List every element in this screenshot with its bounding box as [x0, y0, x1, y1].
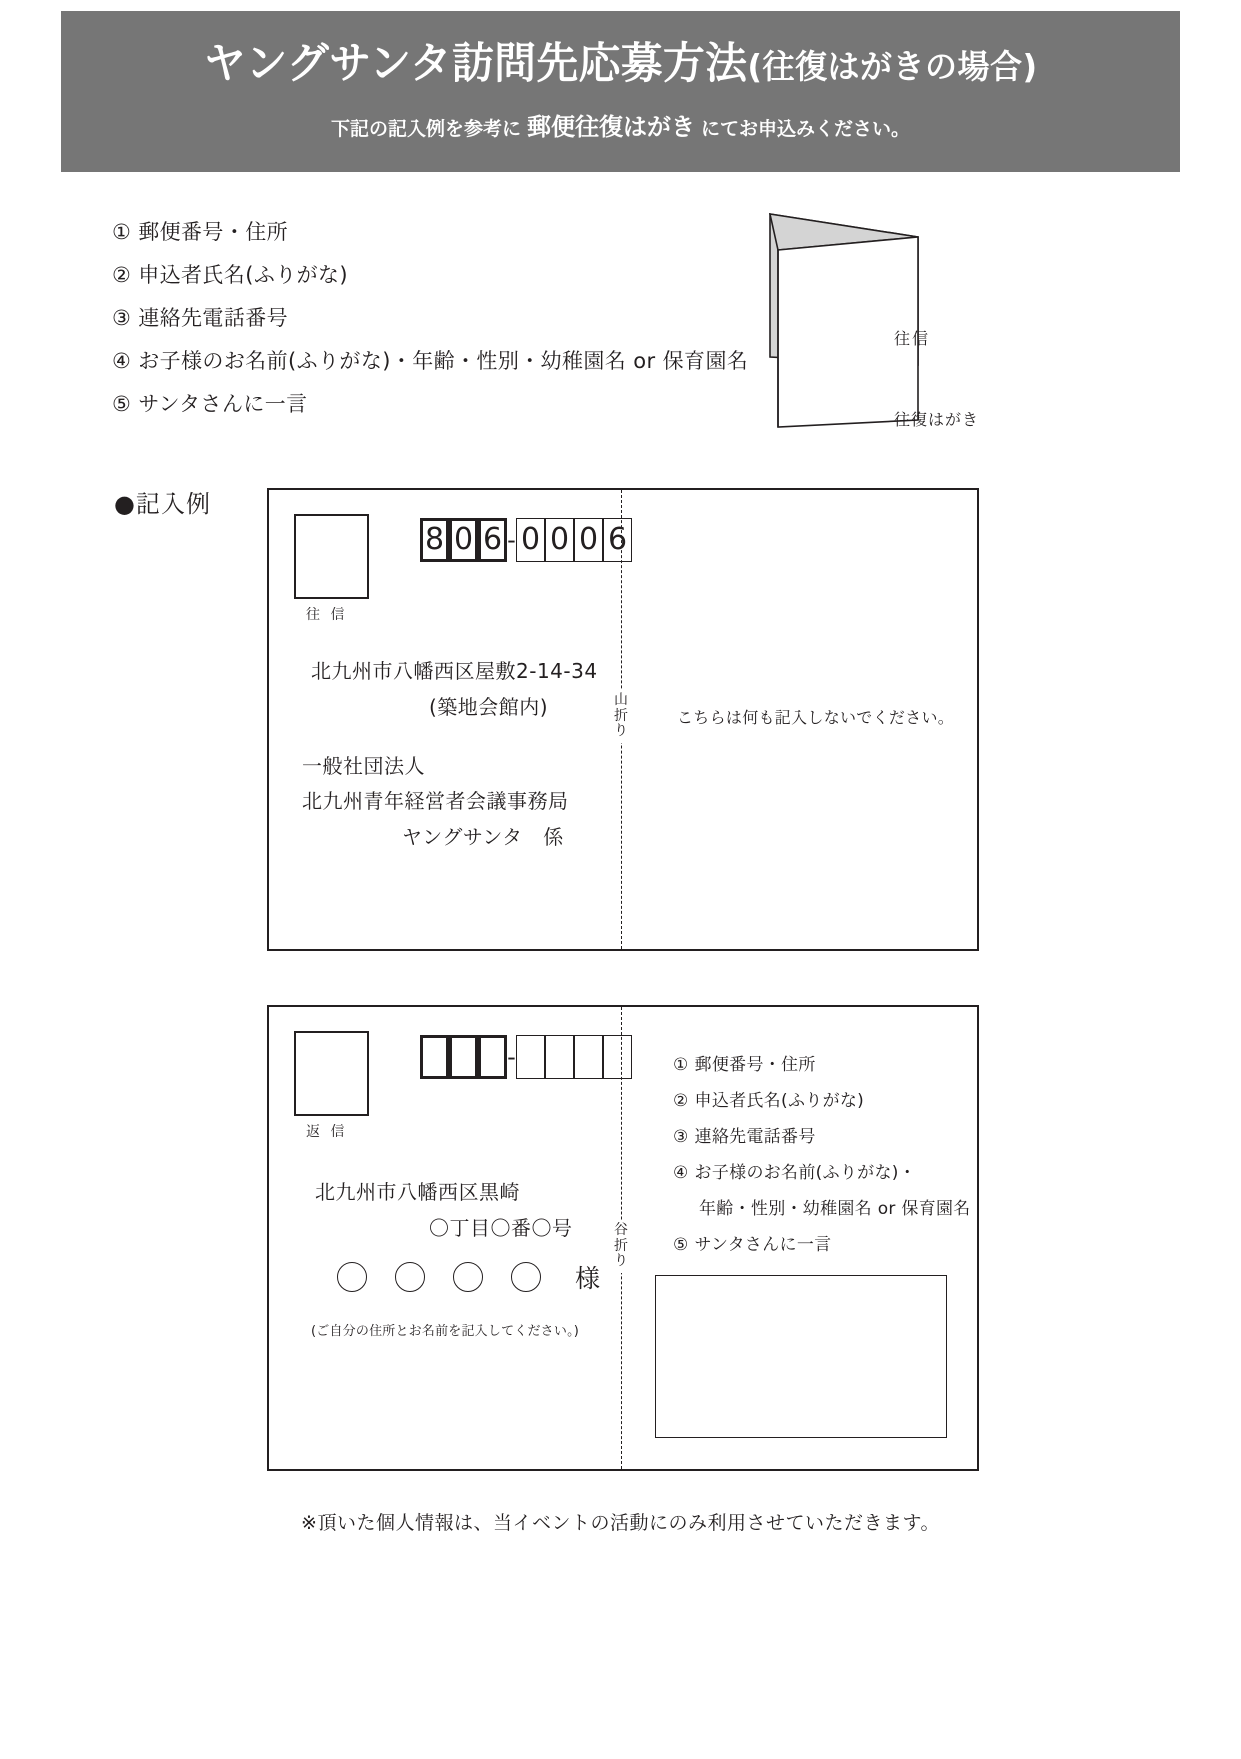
zip-digit: 0 — [574, 518, 603, 562]
zip-separator: - — [507, 526, 516, 554]
requirement-label: サンタさんに一言 — [694, 1235, 832, 1255]
requirement-label: 郵便番号・住所 — [138, 220, 289, 244]
outbound-postcard-example — [267, 488, 979, 951]
subtitle-emphasis: 郵便往復はがき — [527, 113, 695, 142]
name-circle — [453, 1262, 483, 1292]
folded-postcard-illustration — [742, 205, 1042, 435]
name-circle — [395, 1262, 425, 1292]
zip-digit: 0 — [516, 518, 545, 562]
requirement-label: お子様のお名前(ふりがな)・年齢・性別・幼稚園名 or 保育園名 — [138, 349, 749, 373]
requirement-label: お子様のお名前(ふりがな)・ — [694, 1163, 917, 1183]
page-title — [203, 38, 1038, 89]
requirement-number: ③ — [112, 306, 132, 330]
reply-postcard-example — [267, 1005, 979, 1471]
name-circle — [511, 1262, 541, 1292]
outbound-zip-row — [420, 518, 632, 562]
subtitle-prefix: 下記の記入例を参考に — [330, 118, 521, 141]
reply-stamp-caption: 返 信 — [306, 1124, 348, 1140]
requirement-item-3 — [112, 308, 772, 329]
requirement-label: 年齢・性別・幼稚園名 or 保育園名 — [699, 1199, 971, 1219]
requirement-label: 郵便番号・住所 — [694, 1055, 816, 1075]
privacy-footer-note: ※頂いた個人情報は、当イベントの活動にのみ利用させていただきます。 — [301, 1512, 940, 1534]
requirement-number: ① — [673, 1055, 689, 1075]
page-title-paren: (往復はがきの場合) — [747, 46, 1038, 86]
requirement-label: サンタさんに一言 — [138, 392, 308, 416]
outbound-stamp-caption: 往 信 — [306, 607, 348, 623]
reply-message-write-box[interactable] — [655, 1275, 947, 1438]
illustration-panel-label: 往信 — [894, 329, 931, 348]
zip-digit: 0 — [449, 518, 478, 562]
reply-requirement-item-5 — [673, 1237, 971, 1254]
postcard-3d-svg — [742, 205, 1042, 435]
zip-digit: 6 — [603, 518, 632, 562]
zip-digit: 8 — [420, 518, 449, 562]
requirement-number: ⑤ — [673, 1235, 689, 1255]
reply-self-address-note: (ご自分の住所とお名前を記入してください。) — [311, 1324, 580, 1339]
reply-name-circles — [337, 1259, 600, 1295]
zip-blank-cell[interactable] — [449, 1035, 478, 1079]
outbound-right-note: こちらは何も記入しないでください。 — [677, 708, 955, 727]
page-subtitle — [331, 107, 910, 142]
reply-requirement-item-3 — [673, 1129, 971, 1146]
zip-digit: 0 — [545, 518, 574, 562]
requirement-number: ④ — [673, 1163, 689, 1183]
requirement-item-2 — [112, 265, 772, 286]
zip-blank-cell[interactable] — [574, 1035, 603, 1079]
outbound-org-line-1: 一般社団法人 — [302, 754, 425, 778]
reply-requirement-item-4 — [673, 1165, 971, 1182]
reply-requirement-item-1 — [673, 1057, 971, 1074]
requirement-item-1 — [112, 222, 772, 243]
requirement-number: ② — [112, 263, 132, 287]
reply-address-line-2: 〇丁目〇番〇号 — [429, 1216, 573, 1240]
requirements-list — [112, 222, 772, 437]
requirement-label: 連絡先電話番号 — [694, 1127, 816, 1147]
requirement-label: 申込者氏名(ふりがな) — [138, 263, 349, 287]
zip-separator: - — [507, 1043, 516, 1071]
requirement-number: ② — [673, 1091, 689, 1111]
reply-requirements-list — [673, 1057, 971, 1273]
requirement-number: ④ — [112, 349, 132, 373]
zip-digit: 6 — [478, 518, 507, 562]
requirement-label: 申込者氏名(ふりがな) — [694, 1091, 865, 1111]
zip-blank-cell[interactable] — [603, 1035, 632, 1079]
page-title-main: ヤングサンタ訪問先応募方法 — [203, 38, 748, 89]
illustration-caption: 往復はがき — [894, 410, 980, 429]
reply-requirement-item-2 — [673, 1093, 971, 1110]
subtitle-suffix: にてお申込みください。 — [701, 118, 911, 141]
requirement-number: ⑤ — [112, 392, 132, 416]
reply-address-line-1: 北九州市八幡西区黒崎 — [315, 1180, 520, 1204]
outbound-fold-label: 山折り — [613, 690, 629, 743]
reply-zip-row — [420, 1035, 632, 1079]
requirement-number: ③ — [673, 1127, 689, 1147]
requirement-item-4 — [112, 351, 772, 372]
zip-blank-cell[interactable] — [545, 1035, 574, 1079]
outbound-org-line-3: ヤングサンタ 係 — [402, 825, 564, 849]
reply-fold-label: 谷折り — [613, 1220, 629, 1273]
zip-blank-cell[interactable] — [420, 1035, 449, 1079]
reply-stamp-box — [294, 1031, 369, 1116]
outbound-org-line-2: 北九州青年経営者会議事務局 — [302, 789, 569, 813]
zip-blank-cell[interactable] — [516, 1035, 545, 1079]
outbound-address-line-1: 北九州市八幡西区屋敷2-14-34 — [311, 659, 598, 683]
reply-requirement-item-4-cont — [673, 1201, 971, 1218]
outbound-stamp-box — [294, 514, 369, 599]
outbound-address-line-2: (築地会館内) — [429, 695, 549, 719]
name-circle — [337, 1262, 367, 1292]
name-honorific: 様 — [575, 1264, 601, 1293]
requirement-item-5 — [112, 394, 772, 415]
header-banner — [61, 11, 1180, 172]
requirement-number: ① — [112, 220, 132, 244]
example-section-heading: ●記入例 — [114, 490, 211, 518]
zip-blank-cell[interactable] — [478, 1035, 507, 1079]
requirement-label: 連絡先電話番号 — [138, 306, 289, 330]
